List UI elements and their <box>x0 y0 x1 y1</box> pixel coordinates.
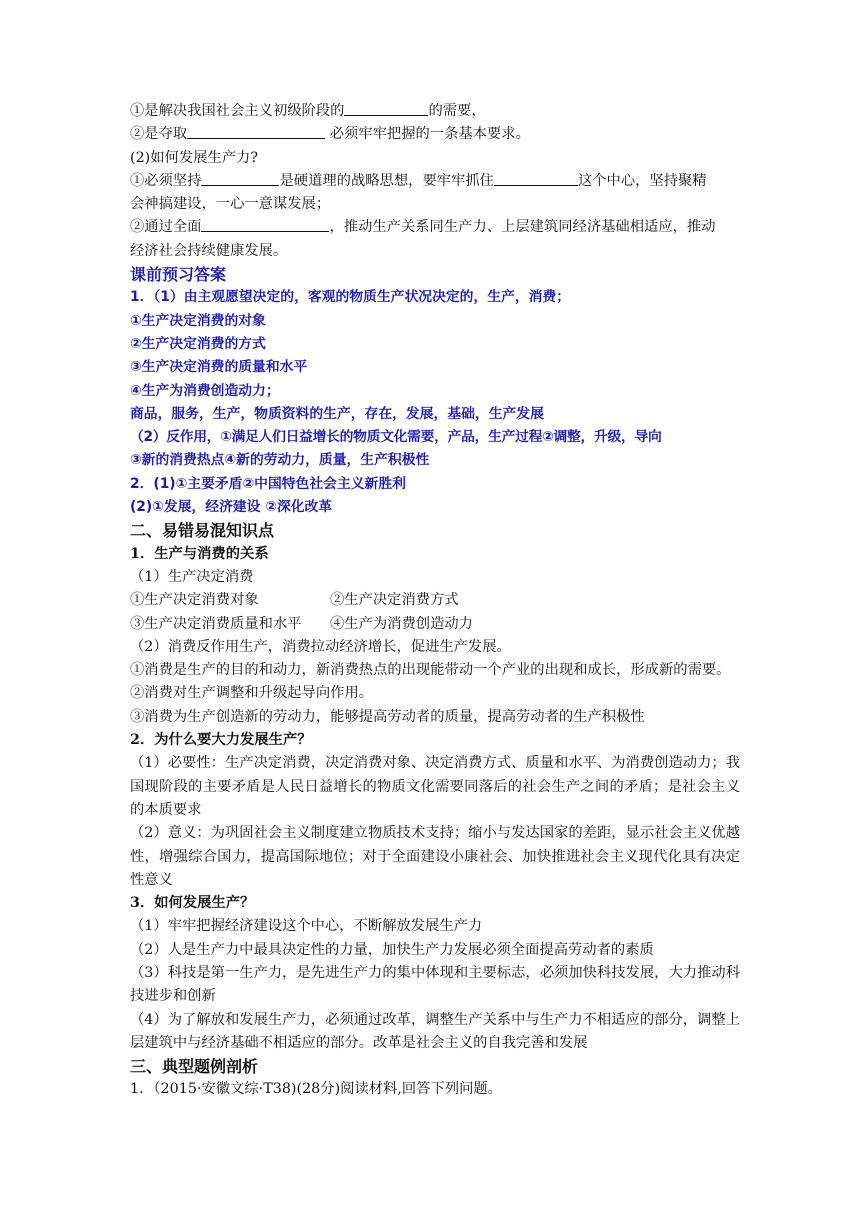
text: 这个中心，坚持聚精 <box>577 172 707 189</box>
text-line: ③消费为生产创造新的劳动力，能够提高劳动者的质量，提高劳动者的生产积极性 <box>130 708 645 725</box>
paragraph: （3）科技是第一生产力，是先进生产力的集中体现和主要标志，必须加快科技发展，大力推动科技进步和创新 <box>130 964 740 1005</box>
text-line: （1）生产决定消费 <box>130 568 254 585</box>
section-heading: 二、易错易混知识点 <box>130 521 275 541</box>
section-heading: 三、典型题例剖析 <box>130 1057 259 1077</box>
text: ①是解决我国社会主义初级阶段的 <box>130 103 345 119</box>
document-page <box>130 100 740 1102</box>
text: ④生产为消费创造动力 <box>330 615 473 632</box>
answer-line: ①生产决定消费的对象 <box>130 312 266 329</box>
text-line <box>130 216 740 239</box>
text-line: (2)如何发展生产力? <box>130 149 258 166</box>
fill-blank <box>201 170 279 186</box>
text-line: 经济社会持续健康发展。 <box>130 242 288 259</box>
answer-line: （2）反作用，①满足人们日益增长的物质文化需要，产品，生产过程②调整，升级，导向 <box>130 429 662 446</box>
fill-blank <box>344 100 428 116</box>
paragraph: （2）意义：为巩固社会主义制度建立物质技术支持；缩小与发达国家的差距，显示社会主义优越性，增强综合国力，提高国际地位；对于全面建设小康社会、加快推进社会主义现代化具有决定性意义 <box>130 825 740 888</box>
paragraph: （1）必要性：生产决定消费，决定消费对象、决定消费方式、质量和水平、为消费创造动力；我国现阶段的主要矛盾是人民日益增长的物质文化需要同落后的社会生产之间的矛盾；是社会主义的本质要求 <box>130 755 740 818</box>
answer-line: 商品，服务，生产，物质资料的生产，存在，发展，基础，生产发展 <box>130 405 544 422</box>
text: ②是夺取 <box>130 126 188 143</box>
text-line <box>130 170 740 193</box>
text-line <box>130 589 740 612</box>
text: 是硬道理的战略思想，要牢牢抓住 <box>279 172 494 189</box>
text: ①必须坚持 <box>130 172 202 189</box>
text-line: （2）人是生产力中最具决定性的力量，加快生产力发展必须全面提高劳动者的素质 <box>130 941 654 958</box>
answers-heading: 课前预习答案 <box>130 265 227 285</box>
fill-blank <box>494 170 578 186</box>
text-line: ②消费对生产调整和升级起导向作用。 <box>130 685 374 702</box>
text-line <box>130 100 740 123</box>
text-line <box>130 613 740 636</box>
question-line: 1．（2015·安徽文综·T38)(28分)阅读材料,回答下列问题。 <box>130 1081 502 1098</box>
answer-line: ③生产决定消费的质量和水平 <box>130 359 308 376</box>
paragraph: （4）为了解放和发展生产力，必须通过改革，调整生产关系中与生产力不相适应的部分，调整上层建筑中与经济基础不相适应的部分。改革是社会主义的自我完善和发展 <box>130 1011 740 1051</box>
text: ①生产决定消费对象 <box>130 592 259 609</box>
text-line: （1）牢牢把握经济建设这个中心，不断解放发展生产力 <box>130 918 483 935</box>
text: ，推动生产关系同生产力、上层建筑同经济基础相适应，推动 <box>329 219 716 236</box>
answer-line: ②生产决定消费的方式 <box>130 335 266 352</box>
subheading: 2．为什么要大力发展生产？ <box>130 732 312 749</box>
answer-line: 1．（1）由主观愿望决定的，客观的物质生产状况决定的，生产，消费； <box>130 289 571 306</box>
answer-line: (2)①发展，经济建设 ②深化改革 <box>130 499 333 516</box>
answer-line: ③新的消费热点④新的劳动力，质量，生产积极性 <box>130 452 430 469</box>
text: ②通过全面 <box>130 219 202 236</box>
text: ③生产决定消费质量和水平 <box>130 615 302 632</box>
text: 的需要， <box>428 103 486 119</box>
text-line: 会神搞建设，一心一意谋发展； <box>130 196 331 213</box>
text: 必须牢牢把握的一条基本要求。 <box>325 126 530 143</box>
text-line <box>130 123 740 146</box>
subheading: 1．生产与消费的关系 <box>130 545 269 562</box>
text: ②生产决定消费方式 <box>330 592 459 609</box>
fill-blank <box>187 123 325 139</box>
fill-blank <box>201 216 329 232</box>
answer-line: ④生产为消费创造动力； <box>130 382 280 399</box>
subheading: 3．如何发展生产？ <box>130 895 255 912</box>
answer-line: 2．(1)①主要矛盾②中国特色社会主义新胜利 <box>130 475 406 492</box>
paragraph: ①消费是生产的目的和动力，新消费热点的出现能带动一个产业的出现和成长，形成新的需要。 <box>130 662 731 679</box>
text-line: （2）消费反作用生产，消费拉动经济增长，促进生产发展。 <box>130 638 511 655</box>
